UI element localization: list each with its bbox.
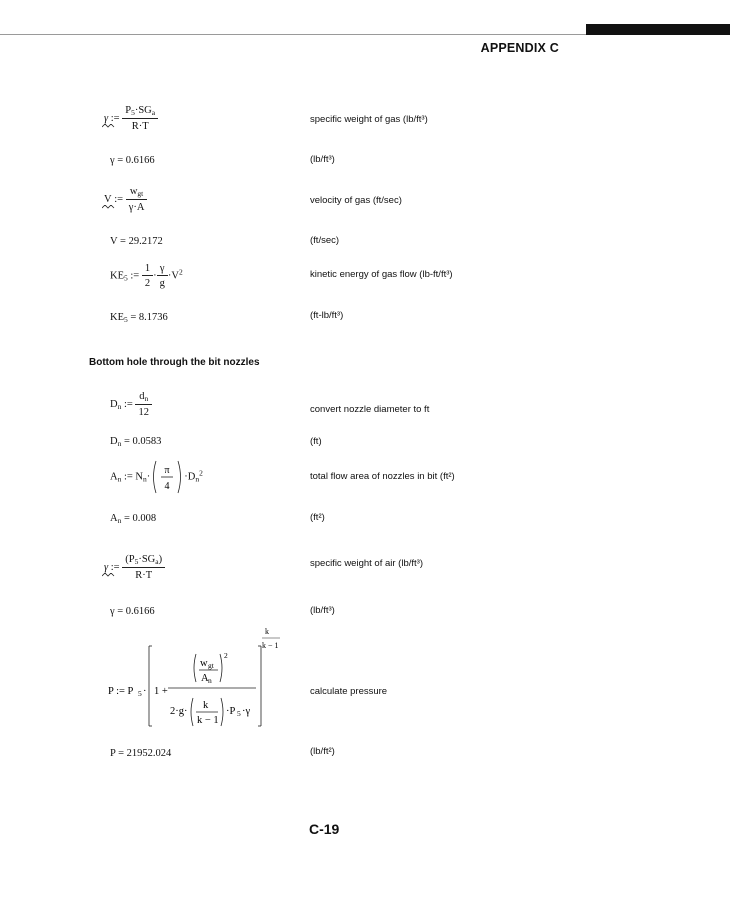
gamma-symbol: γ (104, 113, 108, 124)
row-desc: (lb/ft³) (310, 154, 335, 165)
velocity-symbol: V (104, 194, 112, 205)
gamma-air-value: γ = 0.6166 (110, 606, 155, 617)
nozzle-diameter-value: $D_n = 0.0583$ (110, 436, 162, 448)
svg-text:5: 5 (138, 689, 142, 698)
svg-text:gt: gt (208, 661, 214, 670)
gamma-air-fraction: $\frac{(P_5\cdot SG_a)}{R\cdot T}$ (122, 554, 165, 581)
pressure-formula (108, 624, 298, 732)
row-desc: (lb/ft²) (310, 746, 335, 757)
row-desc: specific weight of gas (lb/ft³) (310, 114, 428, 125)
row-desc: convert nozzle diameter to ft (310, 404, 430, 415)
svg-text:π: π (164, 465, 170, 476)
gamma-value: γ = 0.6166 (110, 155, 155, 166)
svg-text:k: k (203, 700, 209, 711)
velocity-value: V = 29.2172 (110, 236, 163, 247)
kinetic-energy-value: $KE_5 = 8.1736$ (110, 312, 168, 324)
gamma-fraction: $\frac{P_5\cdot SG_a}{R\cdot T}$ (122, 105, 158, 132)
row-desc: kinetic energy of gas flow (lb-ft/ft³) (310, 269, 453, 280)
svg-text:5: 5 (237, 709, 241, 718)
row-desc: (ft) (310, 436, 322, 447)
svg-text:k: k (265, 627, 269, 636)
svg-text:·γ: ·γ (242, 706, 251, 717)
row-desc: (ft-lb/ft³) (310, 310, 344, 321)
row-desc: calculate pressure (310, 686, 388, 697)
row-desc: velocity of gas (ft/sec) (310, 195, 402, 206)
svg-text:·P: ·P (226, 706, 236, 717)
nozzle-diameter-formula: $D_n$ := $\frac{d_n}{12}$ (110, 391, 152, 418)
pressure-value: P = 21952.024 (110, 748, 172, 759)
gamma-gas-formula: γ := $\frac{P_5\cdot SG_a}{R\cdot T}$ (104, 105, 158, 132)
svg-text:k − 1: k − 1 (197, 715, 219, 726)
nozzle-area-formula: $A_n$ := $N_n\cdot$ π 4 $\cdot D_n^2$ (110, 459, 203, 495)
svg-text:2: 2 (224, 651, 228, 660)
row-desc: (lb/ft³) (310, 605, 335, 616)
row-desc: specific weight of air (lb/ft³) (310, 558, 423, 569)
svg-text:w: w (200, 658, 208, 669)
row-desc: (ft/sec) (310, 235, 340, 246)
row-desc: (ft²) (310, 512, 325, 523)
svg-text:1 +: 1 + (154, 686, 168, 697)
kinetic-energy-formula: $KE_5$ := $\frac{1}{2}$ · $\frac{\gamma}{g}$ $\cdot V^2$ (110, 263, 183, 289)
nozzle-area-value: $A_n = 0.008$ (110, 513, 157, 525)
velocity-formula: V := $\frac{w_{gt}}{\gamma\cdot A}$ (104, 186, 147, 213)
svg-text:·: · (143, 686, 147, 697)
gamma-symbol: γ (104, 562, 108, 573)
pi-over-four (150, 459, 184, 495)
section-title: Bottom hole through the bit nozzles (89, 357, 260, 368)
svg-text:P := P: P := P (108, 686, 134, 697)
header-bar (586, 24, 730, 35)
svg-text:4: 4 (164, 481, 170, 492)
gamma-air-formula: γ := $\frac{(P_5\cdot SG_a)}{R\cdot T}$ (104, 554, 165, 581)
svg-text:2·g·: 2·g· (170, 706, 188, 717)
appendix-title: APPENDIX C (480, 41, 559, 55)
row-desc: total flow area of nozzles in bit (ft²) (310, 471, 455, 482)
svg-text:k − 1: k − 1 (262, 641, 279, 650)
page-number: C-19 (309, 821, 340, 837)
svg-text:n: n (208, 676, 212, 685)
velocity-fraction: $\frac{w_{gt}}{\gamma\cdot A}$ (126, 186, 148, 213)
svg-text:A: A (201, 673, 209, 684)
